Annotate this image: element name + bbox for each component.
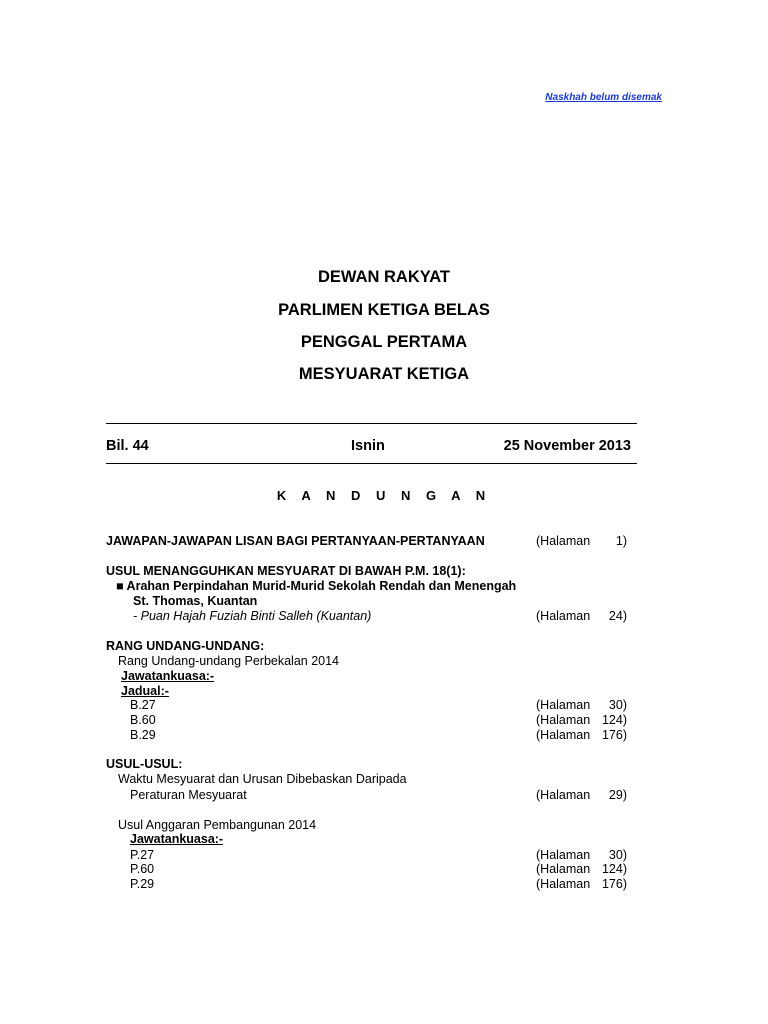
sec3-schedule: Jadual:-	[121, 684, 169, 698]
sec4-motion-line1: Waktu Mesyuarat dan Urusan Dibebaskan Daripada	[118, 772, 407, 786]
sec3-bill: Rang Undang-undang Perbekalan 2014	[118, 654, 340, 668]
sec3-committee: Jawatankuasa:-	[121, 669, 215, 683]
date: 25 November 2013	[503, 438, 631, 454]
sec4-committee: Jawatankuasa:-	[130, 832, 224, 846]
sec2-heading: USUL MENANGGUHKAN MESYUARAT DI BAWAH P.M. 18(1):	[106, 564, 466, 578]
sec3-row-label: B.27	[130, 698, 156, 712]
sec4-heading: USUL-USUL:	[106, 757, 183, 771]
contents-heading: K A N D U N G A N	[276, 488, 492, 503]
sec3-heading: RANG UNDANG-UNDANG:	[106, 639, 265, 653]
sec4-motion2: Usul Anggaran Pembangunan 2014	[118, 818, 317, 832]
top-rule	[106, 423, 637, 424]
title-meeting: MESYUARAT KETIGA	[298, 365, 470, 383]
sec3-row-label: B.29	[130, 728, 156, 742]
sec2-speaker: - Puan Hajah Fuziah Binti Salleh (Kuantan)	[133, 609, 372, 623]
sec2-item-line2: St. Thomas, Kuantan	[133, 594, 258, 608]
draft-note: Naskhah belum disemak	[545, 92, 662, 103]
title-session: PENGGAL PERTAMA	[300, 333, 468, 351]
sec1-heading: JAWAPAN-JAWAPAN LISAN BAGI PERTANYAAN-PERTANYAAN	[106, 534, 485, 548]
sec4-row-label: P.29	[130, 877, 155, 891]
sec3-row-label: B.60	[130, 713, 156, 727]
sec4-row-label: P.60	[130, 862, 155, 876]
title-parliament: PARLIMEN KETIGA BELAS	[278, 301, 490, 319]
title-house: DEWAN RAKYAT	[317, 268, 450, 286]
bil-number: Bil. 44	[106, 438, 149, 454]
bottom-rule	[106, 463, 637, 464]
day: Isnin	[351, 438, 385, 454]
sec4-motion-line2: Peraturan Mesyuarat	[130, 788, 247, 802]
sec2-item-line1: ■ Arahan Perpindahan Murid-Murid Sekolah Rendah dan Menengah	[116, 579, 517, 593]
sec4-row-label: P.27	[130, 848, 155, 862]
